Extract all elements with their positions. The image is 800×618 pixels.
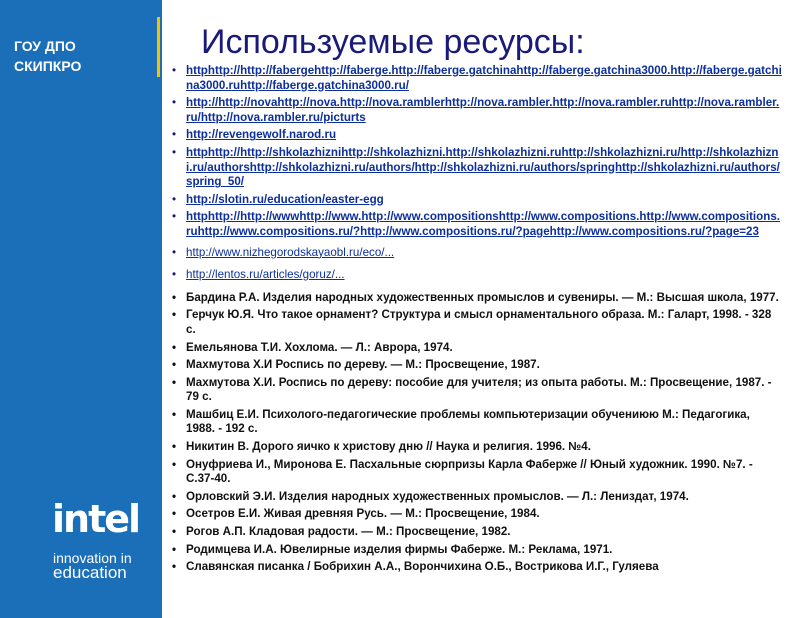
- reference-item: • Махмутова Х.И Роспись по дереву. — М.: Просвещение, 1987.: [170, 358, 782, 373]
- resources-list: [170, 64, 782, 578]
- list-item: [170, 210, 782, 239]
- reference-item: • Славянская писанка / Бобрихин А.А., Ворончихина О.Б., Вострикова И.Г., Гуляева: [170, 560, 782, 575]
- reference-item: • Онуфриева И., Миронова Е. Пасхальные сюрпризы Карла Фаберже // Юный художник. 1990. №7. - С.37-40.: [170, 458, 782, 487]
- reference-item: • Герчук Ю.Я. Что такое орнамент? Структура и смысл орнаментального образа. М.: Галарт, 1998. - 328 с.: [170, 308, 782, 337]
- tagline-line-1: innovation in: [53, 550, 132, 566]
- organization-label: [14, 36, 81, 76]
- accent-bar: [157, 17, 160, 77]
- organization-line-2: СКИПКРО: [14, 58, 82, 74]
- list-item: [170, 128, 782, 143]
- page-title: Используемые ресурсы:: [201, 23, 585, 61]
- reference-item: • Емельянова Т.И. Хохлома. — Л.: Аврора, 1974.: [170, 341, 782, 356]
- intel-logo: [52, 499, 139, 539]
- tagline-line-2: education: [53, 563, 127, 582]
- resource-link[interactable]: http://www.nizhegorodskayaobl.ru/eco/...: [186, 245, 395, 259]
- organization-line-1: ГОУ ДПО: [14, 38, 76, 54]
- intel-logo-text: intel: [52, 497, 140, 541]
- resource-link[interactable]: http://slotin.ru/education/easter-egg: [186, 192, 384, 206]
- list-item: [170, 246, 782, 261]
- reference-item: • Машбиц Е.И. Психолого-педагогические проблемы компьютеризации обучениюю М.: Педагогика, 1988. - 192 с.: [170, 408, 782, 437]
- list-item: [170, 96, 782, 125]
- list-item: [170, 268, 782, 283]
- list-item: [170, 146, 782, 190]
- resource-link[interactable]: http://lentos.ru/articles/goruz/...: [186, 268, 345, 282]
- list-item: [170, 64, 782, 93]
- resource-link[interactable]: httphttp://http://shkolazhiznihttp://shkolazhizni.http://shkolazhizni.ruhttp://shkolazhizni.ru/http://shkolazhizni.ru/authorshttp://shkolazhizni.ru/authors/http://shkolazhizni.ru/authors/springhttp://shkolazhizni.ru/authors/spring_50/: [186, 145, 780, 189]
- reference-item: • Махмутова Х.И. Роспись по дереву: пособие для учителя; из опыта работы. М.: Просвещение, 1987. - 79 с.: [170, 376, 782, 405]
- sidebar: [0, 0, 162, 618]
- reference-item: • Осетров Е.И. Живая древняя Русь. — М.: Просвещение, 1984.: [170, 507, 782, 522]
- resource-link[interactable]: httphttp://http://fabergehttp://faberge.http://faberge.gatchinahttp://faberge.gatchina3000.http://faberge.gatchina3000.ruhttp://faberge.gatchina3000.ru/: [186, 64, 782, 92]
- list-item: [170, 193, 782, 208]
- reference-item: • Никитин В. Дорого яичко к христову дню // Наука и религия. 1996. №4.: [170, 440, 782, 455]
- resource-link[interactable]: http://http://novahttp://nova.http://nova.ramblerhttp://nova.rambler.http://nova.rambler.ruhttp://nova.rambler.ru/http://nova.rambler.ru/picturts: [186, 96, 780, 124]
- reference-item: • Бардина Р.А. Изделия народных художественных промыслов и сувениры. — М.: Высшая школа, 1977.: [170, 291, 782, 306]
- reference-item: • Рогов А.П. Кладовая радости. — М.: Просвещение, 1982.: [170, 525, 782, 540]
- resource-link[interactable]: httphttp://http://wwwhttp://www.http://www.compositionshttp://www.compositions.http://www.compositions.ruhttp://www.compositions.ru/?http://www.compositions.ru/?pagehttp://www.compositions.ru/?page=23: [186, 210, 780, 238]
- reference-item: • Орловский Э.И. Изделия народных художественных промыслов. — Л.: Лениздат, 1974.: [170, 490, 782, 505]
- resource-link[interactable]: http://revengewolf.narod.ru: [186, 128, 337, 142]
- reference-item: • Родимцева И.А. Ювелирные изделия фирмы Фаберже. М.: Реклама, 1971.: [170, 543, 782, 558]
